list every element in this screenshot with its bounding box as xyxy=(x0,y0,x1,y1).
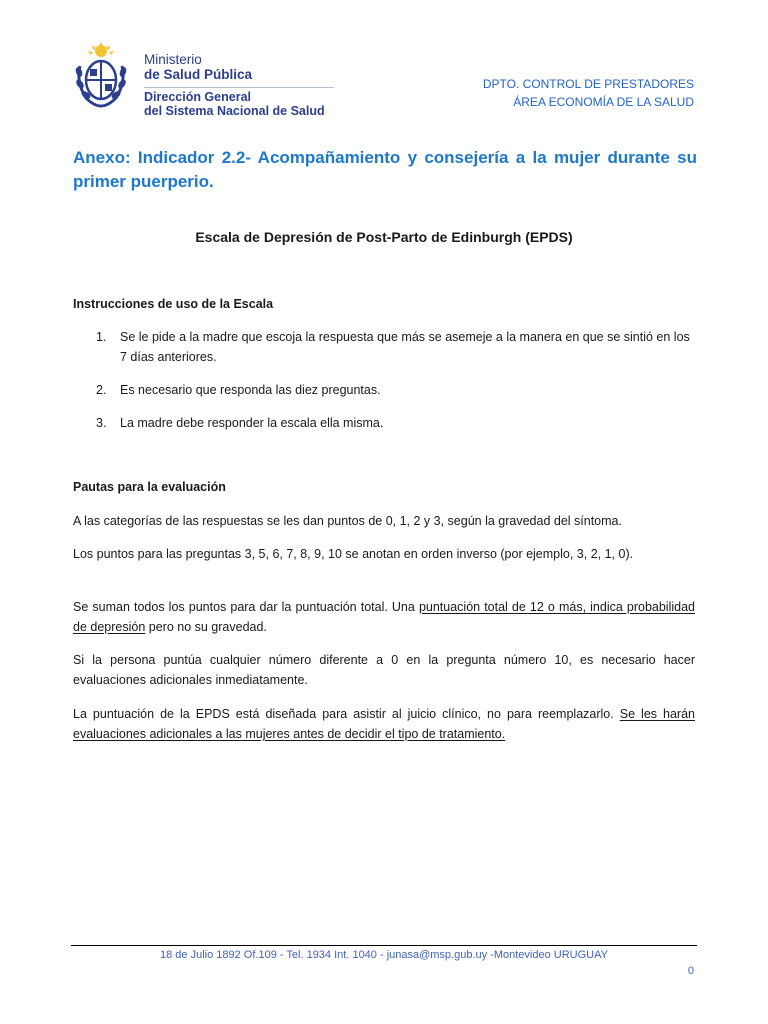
scale-title: Escala de Depresión de Post-Parto de Edinburgh (EPDS) xyxy=(195,229,573,245)
instruction-number: 1. xyxy=(96,330,107,344)
evaluation-paragraph xyxy=(73,704,695,744)
annex-title: Anexo: Indicador 2.2- Acompañamiento y consejería a la mujer durante su primer puerperio. xyxy=(73,148,697,191)
uruguay-coat-of-arms-icon xyxy=(72,42,130,108)
evaluation-paragraph: Los puntos para las preguntas 3, 5, 6, 7, 8, 9, 10 se anotan en orden inverso (por ejemplo, 3, 2, 1, 0). xyxy=(73,547,634,561)
department-heading xyxy=(483,76,694,111)
instruction-text: Se le pide a la madre que escoja la respuesta que más se asemeje a la manera en que se sintió en los 7 días anteriores. xyxy=(120,330,690,364)
department-line: DPTO. CONTROL DE PRESTADORES xyxy=(482,77,694,91)
logo-ministry-name: de Salud Pública xyxy=(144,67,253,83)
logo-direction-name: del Sistema Nacional de Salud xyxy=(144,104,325,119)
underlined-text: Se les harán evaluaciones adicionales a las mujeres antes de decidir el tipo de tratamiento. xyxy=(73,707,695,741)
evaluation-heading: Pautas para la evaluación xyxy=(73,480,226,494)
footer-address: 18 de Julio 1892 Of.109 - Tel. 1934 Int. 1040 - junasa@msp.gub.uy -Montevideo URUGUAY xyxy=(160,949,608,961)
evaluation-paragraph: A las categorías de las respuestas se les dan puntos de 0, 1, 2 y 3, según la gravedad del síntoma. xyxy=(73,514,622,528)
instruction-number: 2. xyxy=(96,383,107,397)
page-number: 0 xyxy=(687,965,694,977)
instruction-item xyxy=(73,327,697,367)
paragraph-text: Se suman todos los puntos para dar la puntuación total. Una xyxy=(73,600,419,614)
msp-logo xyxy=(72,40,340,124)
instruction-number: 3. xyxy=(96,416,107,430)
evaluation-paragraph xyxy=(73,597,695,637)
instruction-text: La madre debe responder la escala ella misma. xyxy=(120,416,384,430)
paragraph-text: La puntuación de la EPDS está diseñada para asistir al juicio clínico, no para reemplazarlo. xyxy=(73,707,620,721)
underlined-text: puntuación total de 12 o más, indica probabilidad de depresión xyxy=(73,600,695,634)
logo-direction-line: Dirección General xyxy=(144,90,251,105)
evaluation-paragraph: Si la persona puntúa cualquier número diferente a 0 en la pregunta número 10, es necesario hacer evaluaciones adicionales inmediatamente. xyxy=(73,653,695,687)
footer-divider xyxy=(71,945,697,946)
logo-ministry-line: Ministerio xyxy=(144,52,202,67)
paragraph-text: pero no su gravedad. xyxy=(145,620,267,634)
logo-divider xyxy=(144,87,334,88)
instructions-heading: Instrucciones de uso de la Escala xyxy=(73,297,274,311)
area-line: ÁREA ECONOMÍA DE LA SALUD xyxy=(513,94,694,109)
instruction-item xyxy=(73,380,697,400)
logo-text xyxy=(144,52,325,118)
instruction-text: Es necesario que responda las diez preguntas. xyxy=(120,383,381,397)
instruction-item xyxy=(73,413,697,433)
